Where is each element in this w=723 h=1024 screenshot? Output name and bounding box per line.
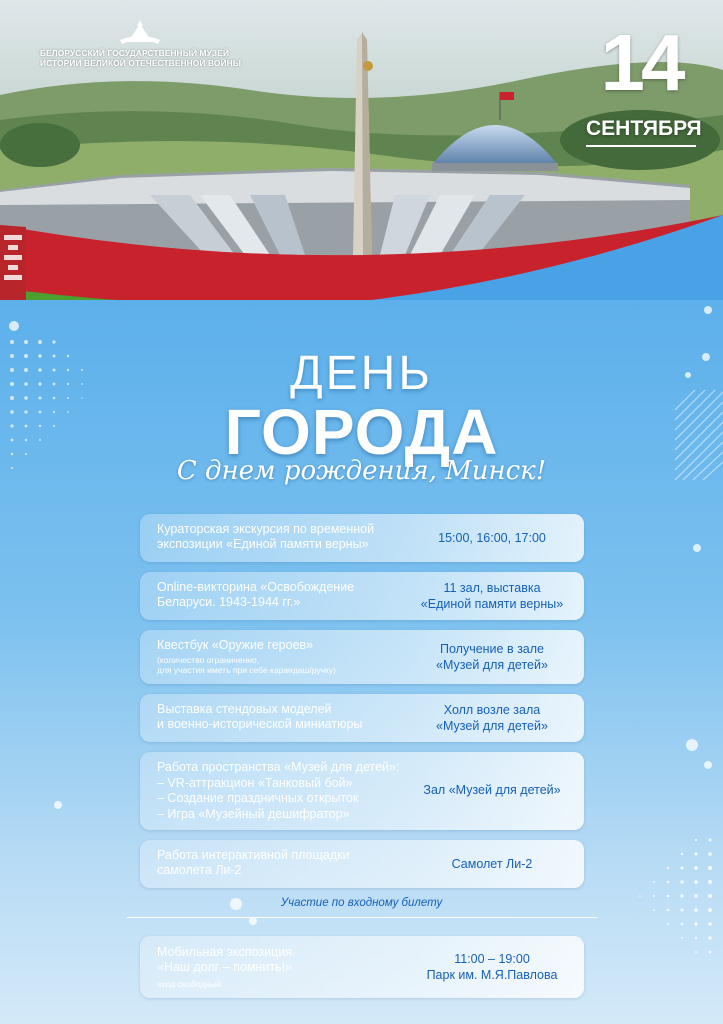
event-description [157,848,349,878]
event-text-line: Кураторская экскурсия по временной [157,522,375,536]
event-place-time [408,856,576,872]
event-place-line: Зал «Музей для детей» [423,783,561,797]
museum-logo [40,18,240,48]
event-text-line: Квестбук «Оружие героев» [157,638,314,652]
event-place-time [408,951,576,983]
date-day: 14 [600,18,682,107]
date-month: СЕНТЯБРЯ [586,117,702,140]
event-place-time [408,782,576,798]
event-place-line: Самолет Ли-2 [451,857,533,871]
date-rule [586,145,696,147]
ticket-note: Участие по входному билету [280,897,443,909]
event-text-line: Беларуси. 1943-1944 гг.» [157,595,301,609]
event-description [157,638,336,675]
event-place-line: «Музей для детей» [436,719,548,733]
museum-name-line-1: БЕЛОРУССКИЙ ГОСУДАРСТВЕННЫЙ МУЗЕЙ [40,48,230,58]
event-text-line: – VR-аттракцион «Танковый бой» [157,775,353,790]
event-row [140,572,584,620]
event-place-line: «Единой памяти верны» [420,597,564,611]
event-place-time [408,580,576,612]
event-note-line: (количество ограниченно, [157,655,260,665]
event-text-line: экспозиции «Единой памяти верны» [157,537,369,551]
event-time: 15:00, 16:00, 17:00 [438,531,546,545]
event-place-time [408,530,576,546]
event-description [157,702,362,732]
event-text-line: Работа пространства «Музей для детей»: [157,760,400,774]
event-place-time [408,702,576,734]
event-place-line: Холл возле зала [443,703,541,717]
event-text-line: Online-викторина «Освобождение [157,580,355,594]
event-row [140,514,584,562]
museum-name [40,48,241,68]
event-place-line: Парк им. М.Я.Павлова [426,968,558,982]
event-description [157,580,354,610]
event-description [157,522,374,552]
event-text-line: Мобильная экспозиция [157,945,292,959]
event-description [157,760,399,822]
event-text-line: «Наш долг – помнить!» [157,960,293,974]
event-text-line: – Создание праздничных открыток [157,791,359,805]
section-divider [127,917,597,918]
event-text-line: Выставка стендовых моделей [157,702,332,716]
event-text-line: Работа интерактивной площадки [157,848,350,862]
event-text-line: самолета Ли-2 [157,863,242,877]
title-day: ДЕНЬ [290,347,433,400]
event-row [140,630,584,684]
event-description [157,945,292,989]
event-note-line: вход свободный [157,979,221,989]
event-place-line: «Музей для детей» [436,658,548,672]
greeting-text: С днем рождения, Минск! [176,456,547,486]
event-row [140,694,584,742]
museum-name-line-2: ИСТОРИИ ВЕЛИКОЙ ОТЕЧЕСТВЕННОЙ ВОЙНЫ [40,58,242,68]
event-time: 11:00 – 19:00 [454,952,530,966]
event-note-line: для участия иметь при себе карандаш/ручку) [157,665,336,675]
title-city: ГОРОДА [224,396,499,468]
event-row [140,840,584,888]
event-place-line: 11 зал, выставка [443,581,541,595]
event-place-time [408,641,576,673]
mobile-event-row [140,936,584,998]
event-row [140,752,584,830]
event-text-line: – Игра «Музейный дешифратор» [157,806,350,821]
event-text-line: и военно-исторической миниатюры [157,717,363,731]
event-place-line: Получение в зале [439,642,545,656]
